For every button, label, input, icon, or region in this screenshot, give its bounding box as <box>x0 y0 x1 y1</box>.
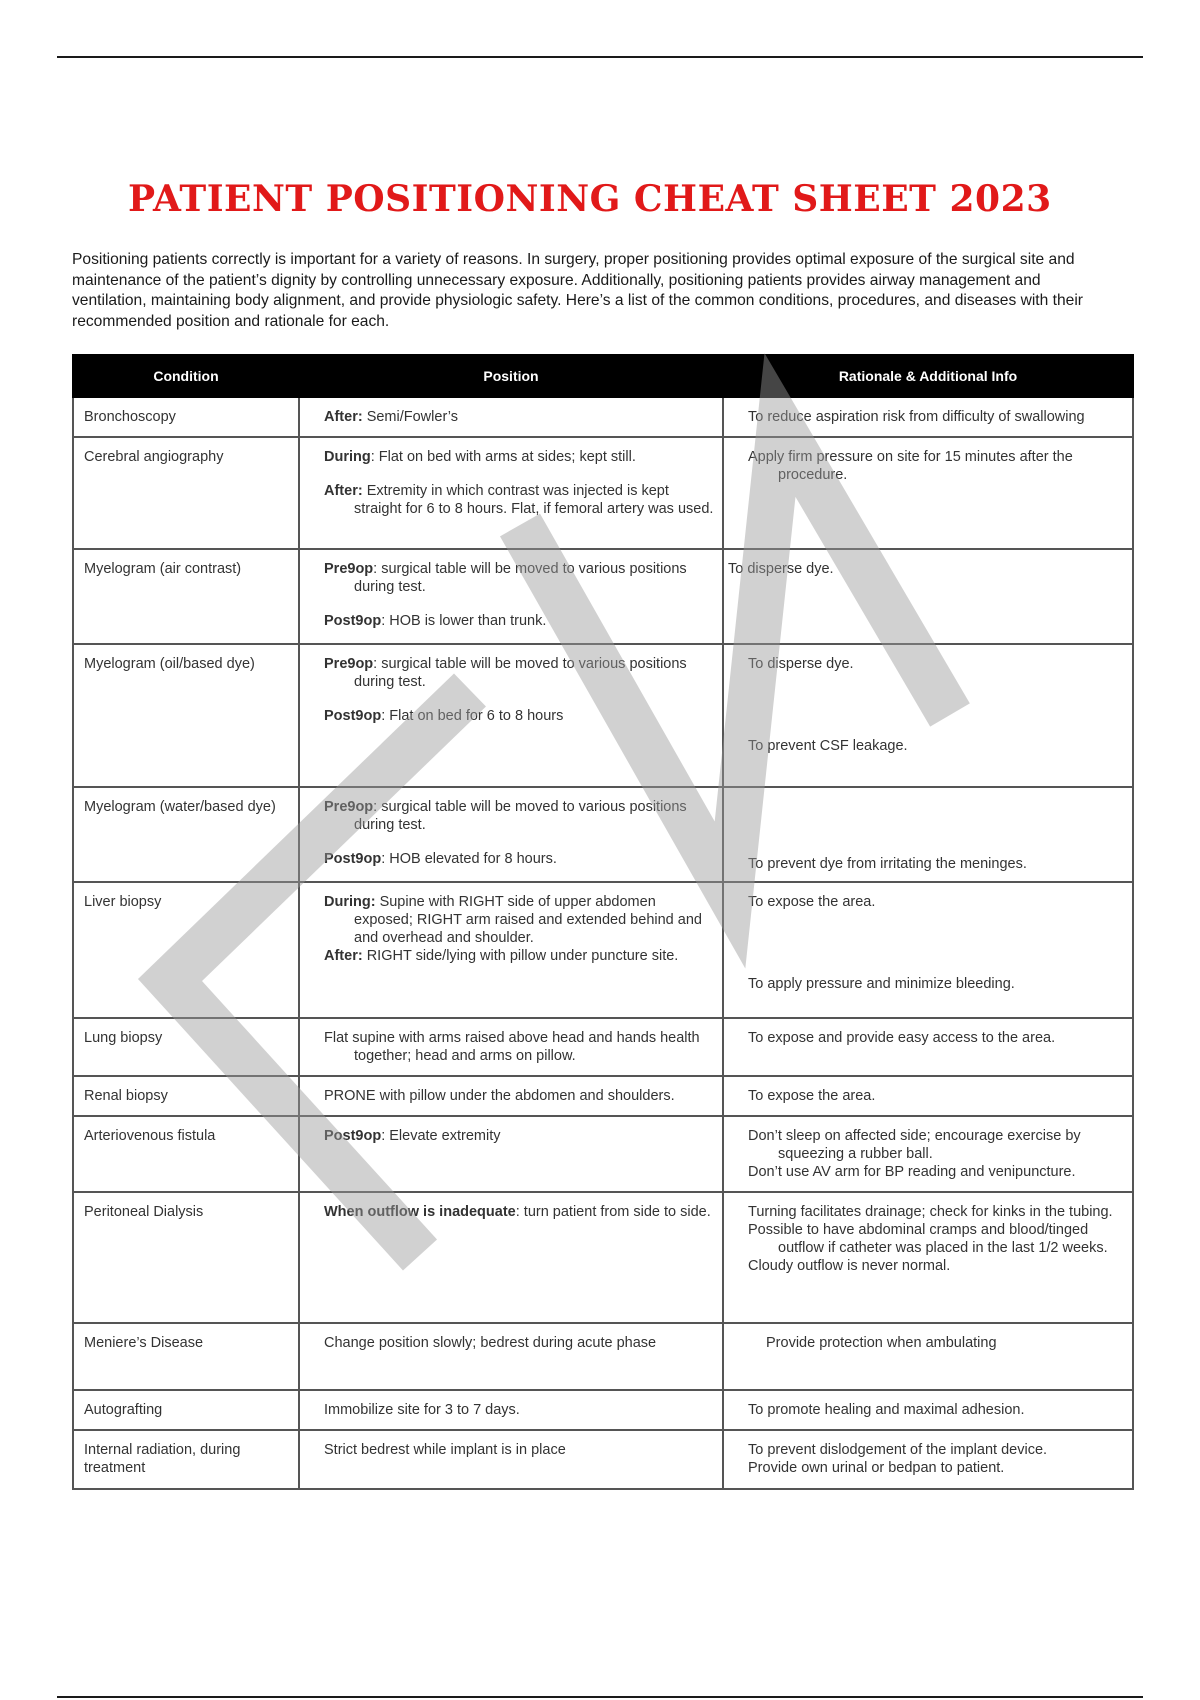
position-text: : HOB is lower than trunk. <box>381 613 547 629</box>
position-text: RIGHT side/lying with pillow under puncture site. <box>362 948 679 964</box>
position-cell <box>299 1390 723 1430</box>
position-line <box>324 850 714 868</box>
rationale-cell <box>723 1192 1133 1323</box>
position-text: : HOB elevated for 8 hours. <box>381 851 557 867</box>
position-line <box>324 1203 714 1221</box>
rationale-line: To promote healing and maximal adhesion. <box>748 1402 1025 1418</box>
intro-paragraph: Positioning patients correctly is important for a variety of reasons. In surgery, proper positioning provides optimal exposure of the surgical site and maintenance of the patient’s dignity by controlling unnecessary exposure. Additionally, positioning patients provides airway management and ventilation, maintaining body alignment, and provide physiologic safety. Here’s a list of the common conditions, procedures, and diseases with their recommended position and rationale for each. <box>72 251 1083 330</box>
position-cell <box>299 882 723 1018</box>
rationale-cell <box>723 644 1133 787</box>
position-label: After: <box>324 409 363 425</box>
condition-cell: Autografting <box>73 1390 299 1430</box>
position-label: Post9op <box>324 613 382 629</box>
rationale-line: Apply firm pressure on site for 15 minutes after the procedure. <box>748 449 1073 483</box>
position-text: Supine with RIGHT side of upper abdomen exposed; RIGHT arm raised and extended behind and and overhead and shoulder. <box>354 894 702 946</box>
header-rationale: Rationale & Additional Info <box>723 355 1133 397</box>
position-label: Pre9op <box>324 561 374 577</box>
position-cell <box>299 549 723 644</box>
rationale-line: Provide own urinal or bedpan to patient. <box>748 1460 1005 1476</box>
rationale-line: Don’t sleep on affected side; encourage exercise by squeezing a rubber ball. <box>748 1128 1081 1162</box>
position-line <box>324 612 714 630</box>
position-line <box>324 798 714 834</box>
position-cell <box>299 1192 723 1323</box>
position-label: During: <box>324 894 376 910</box>
position-cell <box>299 1430 723 1489</box>
position-text: Extremity in which contrast was injected is kept straight for 6 to 8 hours. Flat, if femoral artery was used. <box>354 483 714 517</box>
condition-cell: Peritoneal Dialysis <box>73 1192 299 1323</box>
position-label: When outflow is inadequate <box>324 1204 516 1220</box>
condition-cell: Arteriovenous fistula <box>73 1116 299 1192</box>
rationale-line: To expose the area. <box>748 1088 876 1104</box>
position-text: : Elevate extremity <box>381 1128 501 1144</box>
position-line <box>324 707 714 725</box>
rationale-cell <box>723 882 1133 1018</box>
condition-cell: Liver biopsy <box>73 882 299 1018</box>
position-cell <box>299 1076 723 1116</box>
position-cell <box>299 1323 723 1390</box>
table-header-row <box>73 355 1133 397</box>
rationale-line: To apply pressure and minimize bleeding. <box>748 976 1015 992</box>
position-label: After: <box>324 483 363 499</box>
rationale-cell <box>723 549 1133 644</box>
position-line <box>324 1127 714 1145</box>
header-condition: Condition <box>73 355 299 397</box>
table-row <box>73 1390 1133 1430</box>
position-line <box>324 655 714 691</box>
rationale-line: Provide protection when ambulating <box>766 1335 997 1351</box>
position-cell <box>299 437 723 549</box>
position-line: Flat supine with arms raised above head and hands health together; head and arms on pillow. <box>324 1030 700 1064</box>
rationale-cell <box>723 1390 1133 1430</box>
position-text: : surgical table will be moved to various positions during test. <box>354 656 687 690</box>
bottom-rule <box>57 1696 1143 1698</box>
table-row <box>73 549 1133 644</box>
rationale-line: To prevent dye from irritating the meninges. <box>748 856 1027 872</box>
table-row <box>73 787 1133 882</box>
position-text: : Flat on bed with arms at sides; kept still. <box>370 449 636 465</box>
position-line: Immobilize site for 3 to 7 days. <box>324 1402 520 1418</box>
position-line <box>324 560 714 596</box>
position-text: : turn patient from side to side. <box>515 1204 711 1220</box>
position-text: : surgical table will be moved to various positions during test. <box>354 561 687 595</box>
rationale-line: Turning facilitates drainage; check for kinks in the tubing. <box>748 1204 1113 1220</box>
rationale-line: To disperse dye. <box>728 561 834 577</box>
rationale-cell <box>723 1323 1133 1390</box>
table-row <box>73 397 1133 437</box>
position-label: Pre9op <box>324 656 374 672</box>
table-row <box>73 1323 1133 1390</box>
rationale-cell <box>723 787 1133 882</box>
position-line <box>324 482 714 518</box>
rationale-line: Don’t use AV arm for BP reading and venipuncture. <box>748 1164 1076 1180</box>
position-line <box>324 408 714 426</box>
condition-cell: Myelogram (air contrast) <box>73 549 299 644</box>
position-line: Change position slowly; bedrest during acute phase <box>324 1335 657 1351</box>
position-text: : Flat on bed for 6 to 8 hours <box>381 708 564 724</box>
position-cell <box>299 644 723 787</box>
rationale-cell <box>723 1430 1133 1489</box>
position-label: Post9op <box>324 708 382 724</box>
rationale-line: To prevent dislodgement of the implant device. <box>748 1442 1048 1458</box>
position-text: Semi/Fowler’s <box>362 409 459 425</box>
rationale-cell <box>723 397 1133 437</box>
table-row <box>73 1076 1133 1116</box>
condition-cell: Myelogram (water/based dye) <box>73 787 299 882</box>
position-line <box>324 947 714 965</box>
table-row <box>73 882 1133 1018</box>
table-row <box>73 1116 1133 1192</box>
rationale-cell <box>723 437 1133 549</box>
rationale-line: To disperse dye. <box>748 656 854 672</box>
rationale-line: To expose the area. <box>748 894 876 910</box>
condition-cell: Renal biopsy <box>73 1076 299 1116</box>
position-line: Strict bedrest while implant is in place <box>324 1442 566 1458</box>
position-label: After: <box>324 948 363 964</box>
condition-cell: Internal radiation, during treatment <box>73 1430 299 1489</box>
position-label: Post9op <box>324 851 382 867</box>
rationale-line: To prevent CSF leakage. <box>748 738 908 754</box>
position-cell <box>299 1116 723 1192</box>
table-row <box>73 644 1133 787</box>
condition-cell: Cerebral angiography <box>73 437 299 549</box>
rationale-line: To reduce aspiration risk from difficulty of swallowing <box>748 409 1085 425</box>
table-row <box>73 1430 1133 1489</box>
position-line: PRONE with pillow under the abdomen and shoulders. <box>324 1088 675 1104</box>
position-cell <box>299 397 723 437</box>
rationale-line: Possible to have abdominal cramps and blood/tinged outflow if catheter was placed in the last 1/2 weeks. <box>748 1222 1108 1256</box>
rationale-line: To expose and provide easy access to the area. <box>748 1030 1056 1046</box>
condition-cell: Lung biopsy <box>73 1018 299 1076</box>
position-cell <box>299 1018 723 1076</box>
table-row <box>73 437 1133 549</box>
condition-cell: Meniere’s Disease <box>73 1323 299 1390</box>
rationale-cell <box>723 1018 1133 1076</box>
position-cell <box>299 787 723 882</box>
position-line <box>324 448 714 466</box>
condition-cell: Bronchoscopy <box>73 397 299 437</box>
top-rule <box>57 56 1143 58</box>
position-line <box>324 893 714 947</box>
page-title: PATIENT POSITIONING CHEAT SHEET 2023 <box>128 178 1052 220</box>
condition-cell: Myelogram (oil/based dye) <box>73 644 299 787</box>
rationale-line: Cloudy outflow is never normal. <box>748 1258 951 1274</box>
position-label: Post9op <box>324 1128 382 1144</box>
rationale-cell <box>723 1116 1133 1192</box>
position-label: During <box>324 449 371 465</box>
table-row <box>73 1018 1133 1076</box>
rationale-cell <box>723 1076 1133 1116</box>
table-row <box>73 1192 1133 1323</box>
header-position: Position <box>299 355 723 397</box>
position-label: Pre9op <box>324 799 374 815</box>
positioning-table <box>72 354 1134 1490</box>
position-text: : surgical table will be moved to various positions during test. <box>354 799 687 833</box>
